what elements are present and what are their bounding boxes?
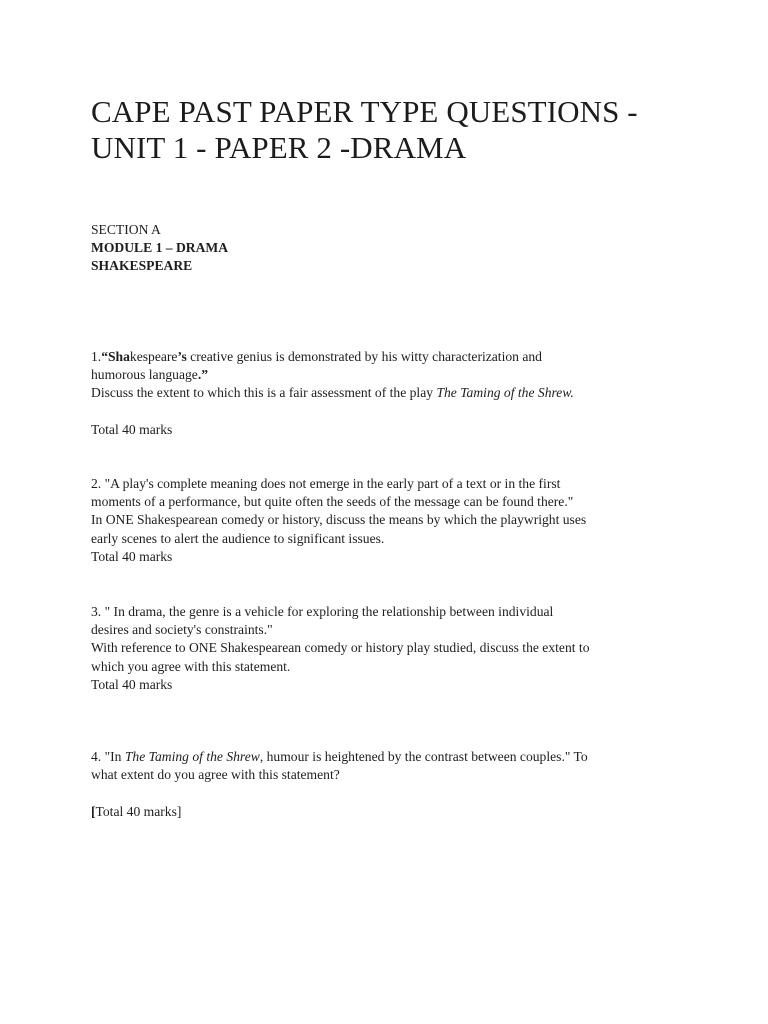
question-1 [91, 348, 691, 403]
question-1-prompt-suffix: . [570, 385, 574, 401]
question-1-quote-mid: kespeare [129, 349, 178, 364]
question-3-line-1: 3. " In drama, the genre is a vehicle for exploring the relationship between individual [91, 604, 554, 619]
question-3-line-2: desires and society's constraints." [91, 622, 273, 638]
question-1-number: 1. [91, 349, 102, 364]
question-4-marks-text: Total 40 marks] [95, 804, 182, 819]
question-4-marks [91, 803, 691, 821]
module-label: MODULE 1 – DRAMA [91, 240, 229, 256]
section-header [91, 221, 691, 276]
question-3-marks: Total 40 marks [91, 676, 173, 692]
question-4-line-2: what extent do you agree with this statement? [91, 767, 340, 783]
question-4-line-1 [91, 748, 691, 766]
question-3-line-4: which you agree with this statement. [91, 658, 291, 674]
question-2-line-4: early scenes to alert the audience to significant issues. [91, 530, 385, 546]
question-2-line-2: moments of a performance, but quite often the seeds of the message can be found there." [91, 494, 574, 510]
question-1-quote-open: “Sha [101, 349, 130, 364]
question-4-marks-bracket: [ [91, 804, 96, 819]
question-4-suffix: , humour is heightened by the contrast between couples." To [259, 749, 588, 764]
question-2 [91, 475, 691, 566]
section-label: SECTION A [91, 222, 161, 237]
question-2-marks: Total 40 marks [91, 548, 173, 564]
question-4-prefix: 4. "In [91, 749, 125, 764]
question-1-quote-line-1 [91, 348, 691, 366]
question-3-line-3: With reference to ONE Shakespearean comedy or history play studied, discuss the extent to [91, 640, 590, 656]
question-1-quote-close: .” [197, 367, 209, 383]
topic-label: SHAKESPEARE [91, 258, 193, 274]
question-4 [91, 748, 691, 784]
question-4-play-title: The Taming of the Shrew [124, 749, 260, 764]
question-1-prompt-prefix: Discuss the extent to which this is a fair assessment of the play [91, 385, 437, 401]
question-1-quote-line-2 [91, 366, 691, 384]
question-1-play-title: The Taming of the Shrew [436, 385, 571, 401]
question-1-quote-apos: ’s [177, 349, 187, 364]
question-1-prompt [91, 384, 691, 402]
page-title: CAPE PAST PAPER TYPE QUESTIONS - UNIT 1 - PAPER 2 -DRAMA [91, 94, 638, 165]
question-1-marks: Total 40 marks [91, 422, 173, 437]
question-2-line-1: 2. "A play's complete meaning does not emerge in the early part of a text or in the first [91, 476, 561, 491]
question-1-quote-rest: creative genius is demonstrated by his witty characterization and [186, 349, 542, 364]
question-2-line-3: In ONE Shakespearean comedy or history, discuss the means by which the playwright uses [91, 512, 587, 528]
question-3 [91, 603, 691, 694]
question-1-quote-line-2-text: humorous language [91, 367, 198, 383]
